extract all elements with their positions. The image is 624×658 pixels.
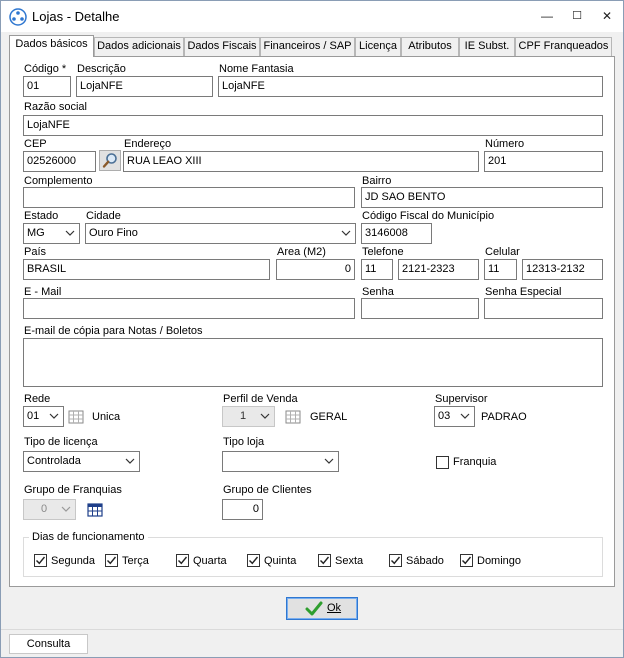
supervisor-select[interactable] <box>434 406 475 427</box>
dia-label-5: Sábado <box>406 555 444 567</box>
tab-cpf-franqueados[interactable]: CPF Franqueados <box>515 37 612 56</box>
email-copia-label: E-mail de cópia para Notas / Boletos <box>24 325 203 337</box>
supervisor-desc: PADRAO <box>481 411 527 423</box>
email-field[interactable] <box>23 298 355 319</box>
pais-label: País <box>24 246 47 258</box>
grupo-clientes-label: Grupo de Clientes <box>223 484 312 496</box>
chevron-down-icon <box>125 452 135 471</box>
senha-field[interactable] <box>361 298 479 319</box>
area-field[interactable]: 0 <box>276 259 355 280</box>
cidade-label: Cidade <box>86 210 121 222</box>
codigo-fiscal-field[interactable]: 3146008 <box>361 223 432 244</box>
check-icon <box>35 555 46 566</box>
chevron-down-icon <box>324 452 334 471</box>
razao-social-field[interactable]: LojaNFE <box>23 115 603 136</box>
title-bar <box>1 1 623 32</box>
senha-especial-label: Senha Especial <box>485 286 562 298</box>
cidade-select[interactable] <box>85 223 356 244</box>
minimize-button[interactable]: — <box>541 9 553 23</box>
tipo-loja-select[interactable] <box>222 451 339 472</box>
check-icon <box>319 555 330 566</box>
maximize-button[interactable]: ☐ <box>572 10 582 22</box>
nome-fantasia-field[interactable]: LojaNFE <box>218 76 603 97</box>
franquia-label: Franquia <box>453 456 497 468</box>
consulta-tab[interactable]: Consulta <box>9 634 88 654</box>
rede-desc: Unica <box>92 411 121 423</box>
calendar-grid-icon[interactable] <box>87 502 103 518</box>
magnifier-icon <box>100 151 120 170</box>
tab-strip <box>9 35 615 56</box>
dia-checkbox-6[interactable] <box>460 554 473 567</box>
chevron-down-icon <box>260 407 270 426</box>
franquia-checkbox[interactable] <box>436 456 449 469</box>
telefone-field[interactable]: 2121-2323 <box>398 259 479 280</box>
celular-ddd-field[interactable]: 11 <box>484 259 517 280</box>
telefone-ddd-field[interactable]: 11 <box>361 259 393 280</box>
tipo-licenca-select[interactable] <box>23 451 140 472</box>
grupo-franquias-value: 0 <box>40 503 48 515</box>
grupo-franquias-select[interactable] <box>23 499 76 520</box>
dia-label-4: Sexta <box>335 555 364 567</box>
tipo-loja-label: Tipo loja <box>223 436 265 448</box>
perfil-venda-select[interactable] <box>222 406 275 427</box>
codigo-field[interactable]: 01 <box>23 76 71 97</box>
check-icon <box>177 555 188 566</box>
dia-label-6: Domingo <box>477 555 522 567</box>
app-icon <box>9 8 27 26</box>
dia-label-2: Quarta <box>193 555 227 567</box>
numero-label: Número <box>485 138 525 150</box>
tab-ie-subst[interactable]: IE Subst. <box>459 37 515 56</box>
bairro-field[interactable]: JD SAO BENTO <box>361 187 603 208</box>
calendar-grid-icon[interactable] <box>285 409 301 425</box>
codigo-label: Código * <box>24 63 67 75</box>
bairro-label: Bairro <box>362 175 392 187</box>
grupo-clientes-field[interactable]: 0 <box>222 499 263 520</box>
pais-field[interactable]: BRASIL <box>23 259 270 280</box>
numero-field[interactable]: 201 <box>484 151 603 172</box>
close-button[interactable]: ✕ <box>601 9 613 23</box>
dias-title: Dias de funcionamento <box>29 531 148 543</box>
dia-checkbox-1[interactable] <box>105 554 118 567</box>
cep-label: CEP <box>24 138 47 150</box>
dia-checkbox-3[interactable] <box>247 554 260 567</box>
dia-label-1: Terça <box>122 555 149 567</box>
rede-select[interactable] <box>23 406 64 427</box>
tab-dados-adicionais[interactable]: Dados adicionais <box>94 37 184 56</box>
ok-button[interactable] <box>286 597 358 620</box>
dia-label-3: Quinta <box>264 555 297 567</box>
perfil-venda-value: 1 <box>239 410 247 422</box>
dia-checkbox-4[interactable] <box>318 554 331 567</box>
endereco-field[interactable]: RUA LEAO XIII <box>123 151 479 172</box>
estado-value: MG <box>27 227 45 239</box>
chevron-down-icon <box>460 407 470 426</box>
calendar-grid-icon[interactable] <box>68 409 84 425</box>
grupo-franquias-label: Grupo de Franquias <box>24 484 122 496</box>
dia-checkbox-0[interactable] <box>34 554 47 567</box>
tipo-licenca-value: Controlada <box>27 455 81 467</box>
rede-value: 01 <box>27 410 40 422</box>
tipo-licenca-label: Tipo de licença <box>24 436 98 448</box>
telefone-label: Telefone <box>362 246 404 258</box>
descricao-label: Descrição <box>77 63 126 75</box>
tab-dados-basicos[interactable]: Dados básicos <box>9 35 94 57</box>
dia-label-0: Segunda <box>51 555 96 567</box>
cidade-value: Ouro Fino <box>89 227 138 239</box>
chevron-down-icon <box>341 224 351 243</box>
cep-field[interactable]: 02526000 <box>23 151 96 172</box>
chevron-down-icon <box>49 407 59 426</box>
chevron-down-icon <box>65 224 75 243</box>
senha-label: Senha <box>362 286 394 298</box>
celular-label: Celular <box>485 246 520 258</box>
supervisor-value: 03 <box>438 410 451 422</box>
checkmark-icon <box>305 601 323 617</box>
perfil-venda-desc: GERAL <box>310 411 348 423</box>
senha-especial-field[interactable] <box>484 298 603 319</box>
tab-financeiros-sap[interactable]: Financeiros / SAP <box>260 37 355 56</box>
check-icon <box>106 555 117 566</box>
estado-label: Estado <box>24 210 59 222</box>
check-icon <box>248 555 259 566</box>
codigo-fiscal-label: Código Fiscal do Município <box>362 210 495 222</box>
email-copia-memo[interactable] <box>23 338 603 387</box>
tab-dados-fiscais[interactable]: Dados Fiscais <box>184 37 260 56</box>
cep-lookup-button[interactable] <box>99 150 121 171</box>
dia-checkbox-2[interactable] <box>176 554 189 567</box>
descricao-field[interactable]: LojaNFE <box>76 76 213 97</box>
dia-checkbox-5[interactable] <box>389 554 402 567</box>
rede-label: Rede <box>24 393 51 405</box>
tab-licenca[interactable]: Licença <box>355 37 401 56</box>
supervisor-label: Supervisor <box>435 393 488 405</box>
celular-field[interactable]: 12313-2132 <box>522 259 603 280</box>
check-icon <box>461 555 472 566</box>
ok-label: Ok <box>327 602 342 614</box>
perfil-venda-label: Perfil de Venda <box>223 393 298 405</box>
status-bar <box>1 629 623 657</box>
complemento-field[interactable] <box>23 187 355 208</box>
complemento-label: Complemento <box>24 175 93 187</box>
chevron-down-icon <box>61 500 71 519</box>
razao-social-label: Razão social <box>24 101 87 113</box>
check-icon <box>390 555 401 566</box>
area-label: Area (M2) <box>277 246 326 258</box>
estado-select[interactable] <box>23 223 80 244</box>
nome-fantasia-label: Nome Fantasia <box>219 63 294 75</box>
tab-atributos[interactable]: Atributos <box>401 37 459 56</box>
endereco-label: Endereço <box>124 138 172 150</box>
email-label: E - Mail <box>24 286 62 298</box>
window-title: Lojas - Detalhe <box>32 9 120 24</box>
